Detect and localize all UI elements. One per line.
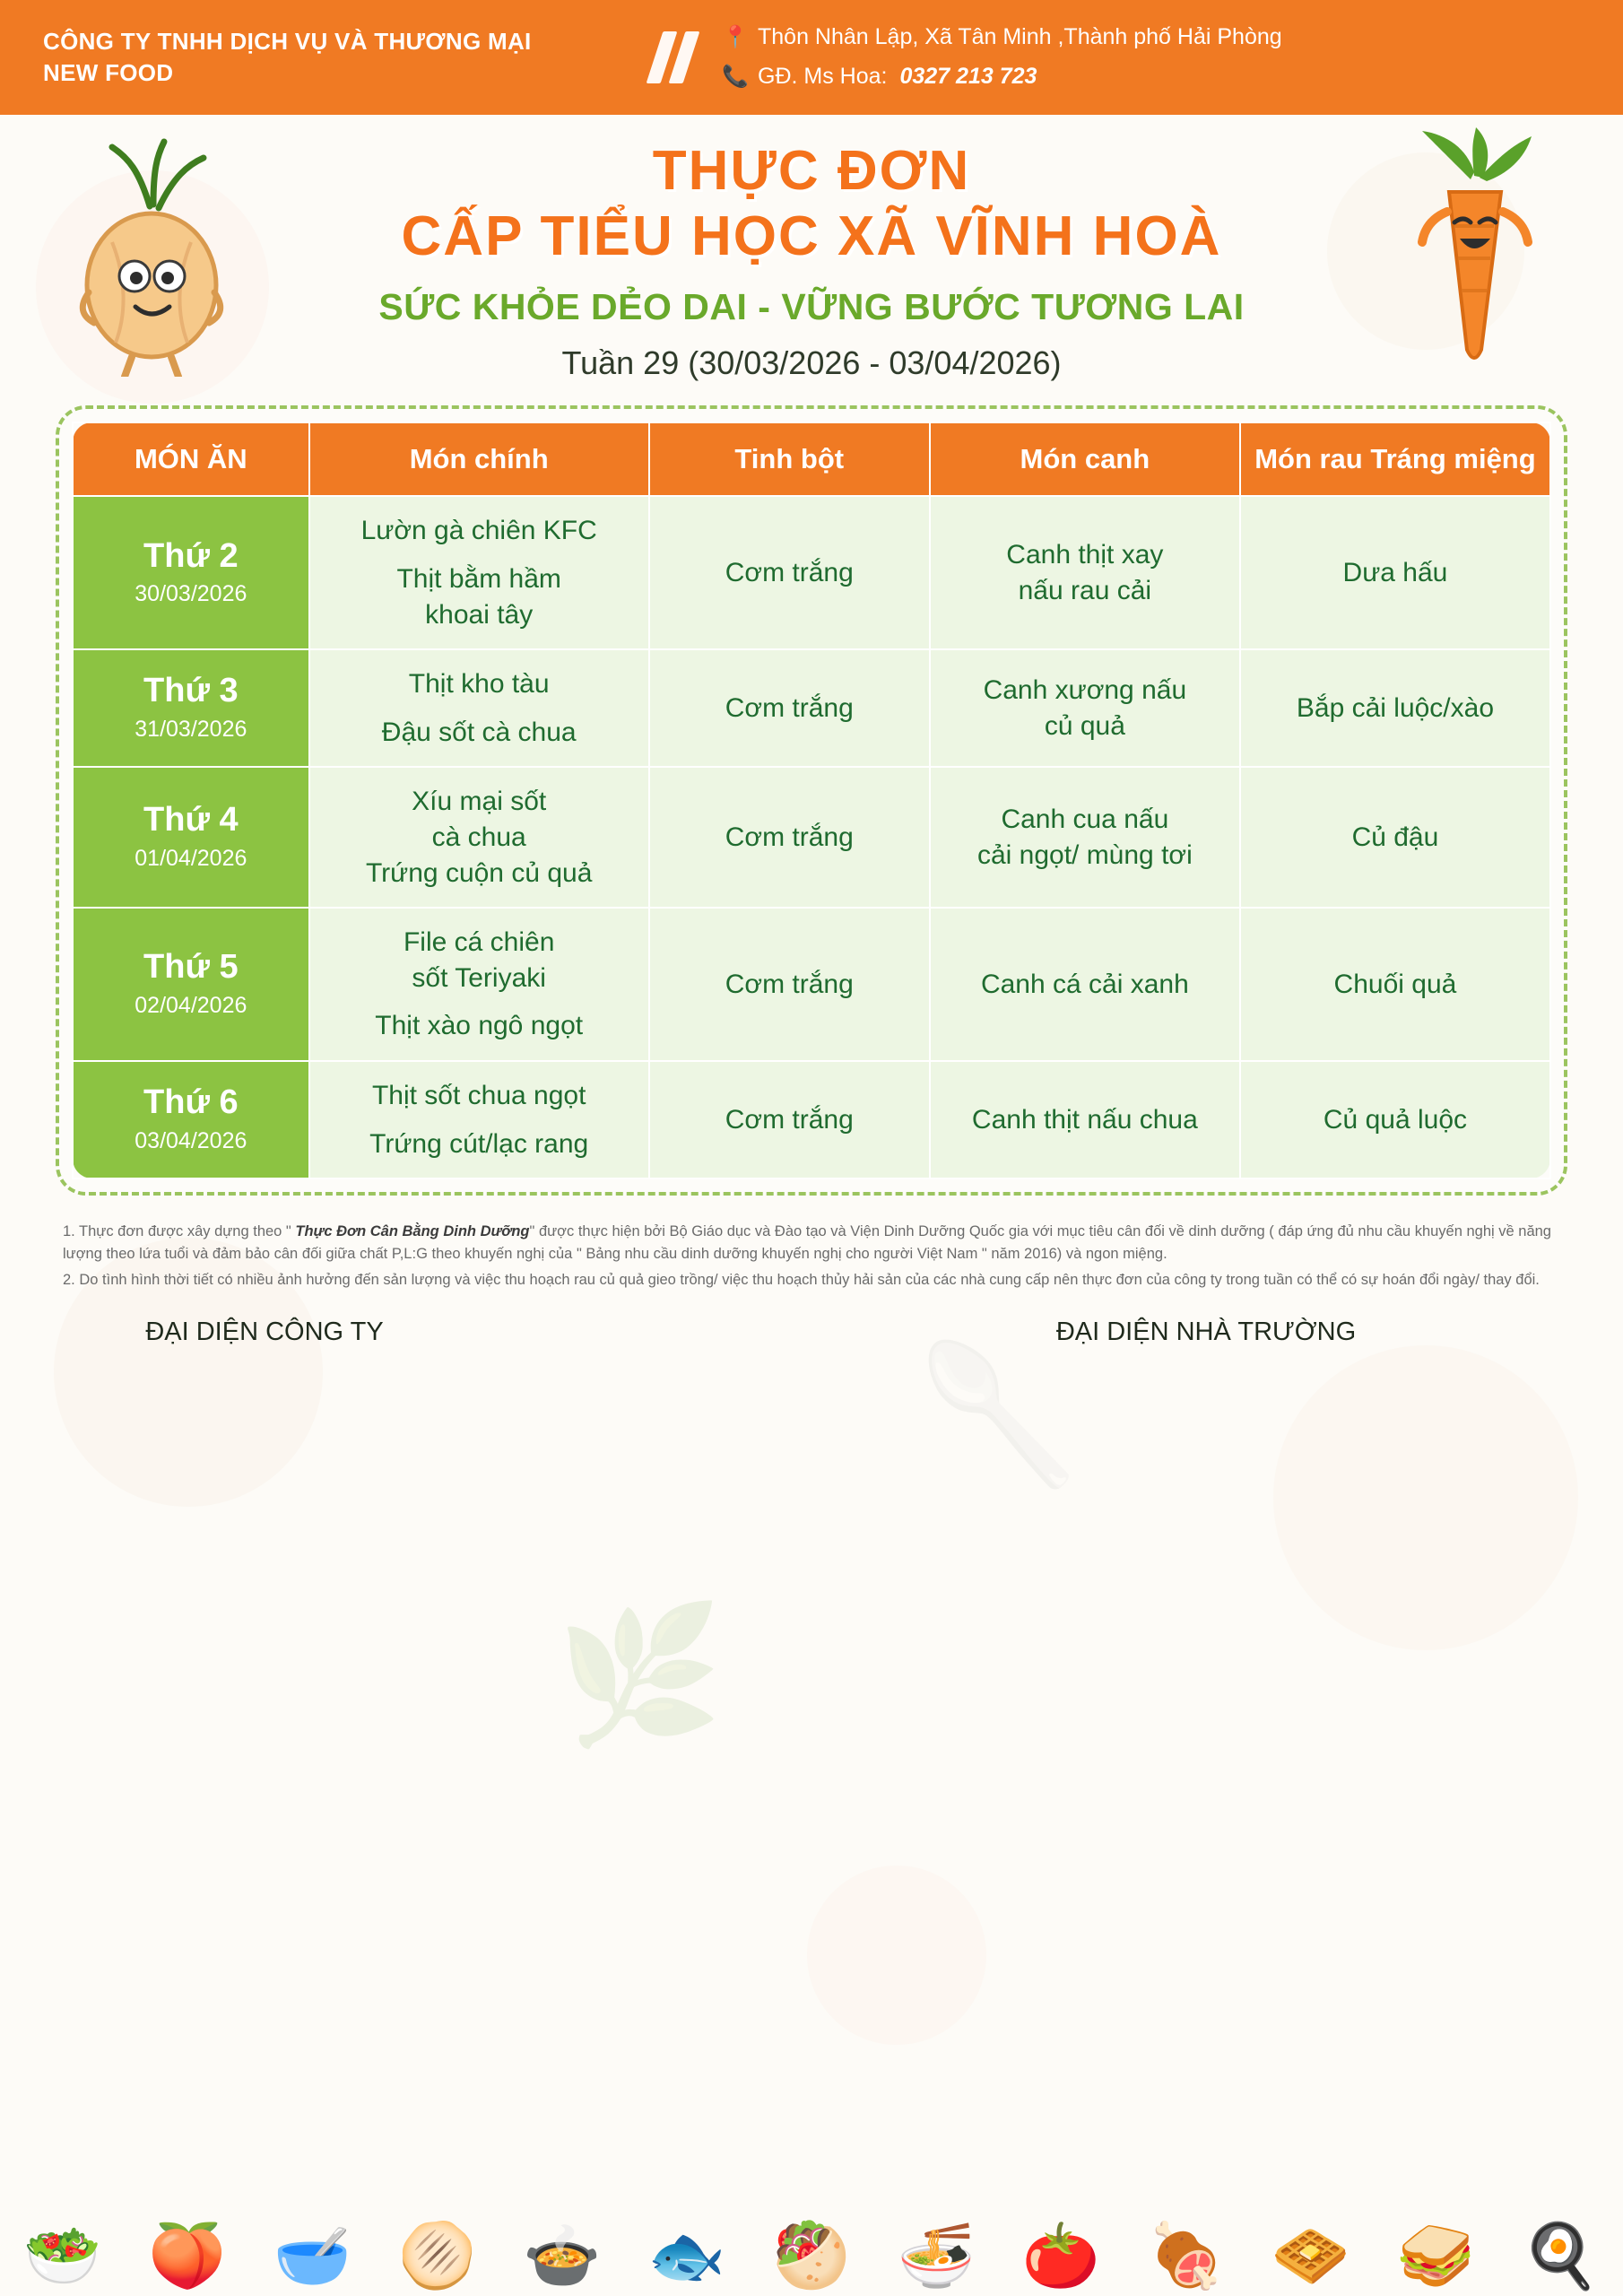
table-header-row bbox=[73, 422, 1550, 497]
food-icon: 🍳 bbox=[1521, 2221, 1600, 2291]
footnote-1: 1. Thực đơn được xây dựng theo " Thực Đơn Cân Bằng Dinh Dưỡng" được thực hiện bởi Bộ Giáo dục và Đào tạo và Viện Dinh Dưỡng Quốc gia với mục tiêu cân đối về dinh dưỡng ( đáp ứng đủ nhu cầu khuyến nghị về năng lượng theo lứa tuổi và đảm bảo cân đối giữa chất P,L:G theo khuyến nghị của " Bảng nhu cầu dinh dưỡng khuyến nghị cho người Việt Nam " năm 2016) và ngon miệng. bbox=[63, 1223, 1551, 1262]
location-pin-icon: 📍 bbox=[722, 25, 749, 50]
cell-day: Thứ 3 31/03/2026 bbox=[73, 649, 309, 767]
cell-soup: Canh cá cải xanh bbox=[930, 908, 1240, 1061]
signature-row bbox=[0, 1318, 1623, 1347]
cell-main-dish: Thịt sốt chua ngọt Trứng cút/lạc rang bbox=[309, 1061, 649, 1178]
carrot-mascot bbox=[1381, 126, 1569, 390]
cell-starch: Cơm trắng bbox=[649, 649, 930, 767]
cell-soup: Canh xương nấu củ quả bbox=[930, 649, 1240, 767]
cell-starch: Cơm trắng bbox=[649, 908, 930, 1061]
food-icon: 🍜 bbox=[897, 2221, 976, 2291]
food-icon: 🍑 bbox=[148, 2221, 227, 2291]
food-icon: 🍲 bbox=[522, 2221, 602, 2291]
cell-day: Thứ 5 02/04/2026 bbox=[73, 908, 309, 1061]
cell-vegetable-dessert: Bắp cải luộc/xào bbox=[1240, 649, 1550, 767]
page-title-line2: CẤP TIỂU HỌC XÃ VĨNH HOÀ bbox=[401, 205, 1222, 268]
cell-vegetable-dessert: Chuối quả bbox=[1240, 908, 1550, 1061]
food-icon: 🫓 bbox=[397, 2221, 476, 2291]
column-header-day: MÓN ĂN bbox=[73, 422, 309, 497]
address-text: Thôn Nhân Lập, Xã Tân Minh ,Thành phố Hải Phòng bbox=[758, 24, 1282, 50]
cell-main-dish: Lườn gà chiên KFC Thịt bằm hầm khoai tây bbox=[309, 496, 649, 649]
phone-icon: 📞 bbox=[722, 64, 749, 89]
cell-vegetable-dessert: Củ quả luộc bbox=[1240, 1061, 1550, 1178]
food-icon: 🐟 bbox=[647, 2221, 726, 2291]
menu-table-container bbox=[56, 405, 1567, 1196]
address-row bbox=[722, 18, 1282, 57]
page-title-line1: THỰC ĐƠN bbox=[652, 140, 971, 202]
cell-starch: Cơm trắng bbox=[649, 767, 930, 908]
page-header bbox=[0, 0, 1623, 115]
phone-label: GĐ. Ms Hoa: bbox=[758, 64, 888, 89]
food-icon: 🥪 bbox=[1396, 2221, 1475, 2291]
cell-soup: Canh cua nấu cải ngọt/ mùng tơi bbox=[930, 767, 1240, 908]
decor-blob bbox=[1273, 1345, 1578, 1650]
cell-main-dish: Thịt kho tàu Đậu sốt cà chua bbox=[309, 649, 649, 767]
food-icon: 🥗 bbox=[23, 2221, 102, 2291]
cell-main-dish: File cá chiên sốt Teriyaki Thịt xào ngô ngọt bbox=[309, 908, 649, 1061]
signature-school: ĐẠI DIỆN NHÀ TRƯỜNG bbox=[1055, 1318, 1357, 1347]
header-slash-decoration bbox=[655, 31, 691, 83]
decor-leaf-icon: 🌿 bbox=[556, 1599, 724, 1750]
decor-blob bbox=[807, 1866, 986, 2045]
cell-starch: Cơm trắng bbox=[649, 1061, 930, 1178]
cell-soup: Canh thịt nấu chua bbox=[930, 1061, 1240, 1178]
cell-starch: Cơm trắng bbox=[649, 496, 930, 649]
table-row bbox=[73, 1061, 1550, 1178]
company-name-line1: CÔNG TY TNHH DỊCH VỤ VÀ THƯƠNG MẠI bbox=[43, 27, 532, 55]
footnotes bbox=[63, 1221, 1560, 1291]
food-icon: 🧇 bbox=[1271, 2221, 1350, 2291]
phone-row bbox=[722, 57, 1282, 97]
table-row bbox=[73, 649, 1550, 767]
cell-vegetable-dessert: Củ đậu bbox=[1240, 767, 1550, 908]
cell-vegetable-dessert: Dưa hấu bbox=[1240, 496, 1550, 649]
week-range: Tuần 29 (30/03/2026 - 03/04/2026) bbox=[561, 344, 1062, 381]
cell-day: Thứ 4 01/04/2026 bbox=[73, 767, 309, 908]
menu-table bbox=[72, 422, 1551, 1179]
food-icon: 🍖 bbox=[1147, 2221, 1226, 2291]
onion-mascot bbox=[49, 135, 256, 381]
cell-main-dish: Xíu mại sốt cà chua Trứng cuộn củ quả bbox=[309, 767, 649, 908]
table-row bbox=[73, 908, 1550, 1061]
column-header-starch: Tinh bột bbox=[649, 422, 930, 497]
column-header-main-dish: Món chính bbox=[309, 422, 649, 497]
cell-day: Thứ 6 03/04/2026 bbox=[73, 1061, 309, 1178]
column-header-soup: Món canh bbox=[930, 422, 1240, 497]
slogan: SỨC KHỎE DẺO DAI - VỮNG BƯỚC TƯƠNG LAI bbox=[378, 285, 1245, 327]
footnote-2: 2. Do tình hình thời tiết có nhiều ảnh hưởng đến sản lượng và việc thu hoạch rau củ quả gieo trồng/ việc thu hoạch thủy hải sản của các nhà cung cấp nên thực đơn của công ty trong tuần có thể có sự hoán đổi ngày/ thay đổi. bbox=[63, 1271, 1540, 1288]
column-header-vegetable-dessert: Món rau Tráng miệng bbox=[1240, 422, 1550, 497]
contact-block bbox=[722, 18, 1282, 97]
food-icon: 🥙 bbox=[772, 2221, 851, 2291]
signature-company: ĐẠI DIỆN CÔNG TY bbox=[145, 1318, 384, 1347]
food-icon: 🍅 bbox=[1021, 2221, 1101, 2291]
cell-soup: Canh thịt xay nấu rau cải bbox=[930, 496, 1240, 649]
company-name bbox=[0, 26, 646, 89]
table-row bbox=[73, 496, 1550, 649]
table-row bbox=[73, 767, 1550, 908]
company-name-line2: NEW FOOD bbox=[43, 59, 174, 86]
cell-day: Thứ 2 30/03/2026 bbox=[73, 496, 309, 649]
food-icon: 🥣 bbox=[273, 2221, 352, 2291]
decor-utensils-icon: 🥄 bbox=[915, 1339, 1082, 1490]
food-icon-strip bbox=[0, 2161, 1623, 2296]
phone-number: 0327 213 723 bbox=[899, 64, 1037, 89]
